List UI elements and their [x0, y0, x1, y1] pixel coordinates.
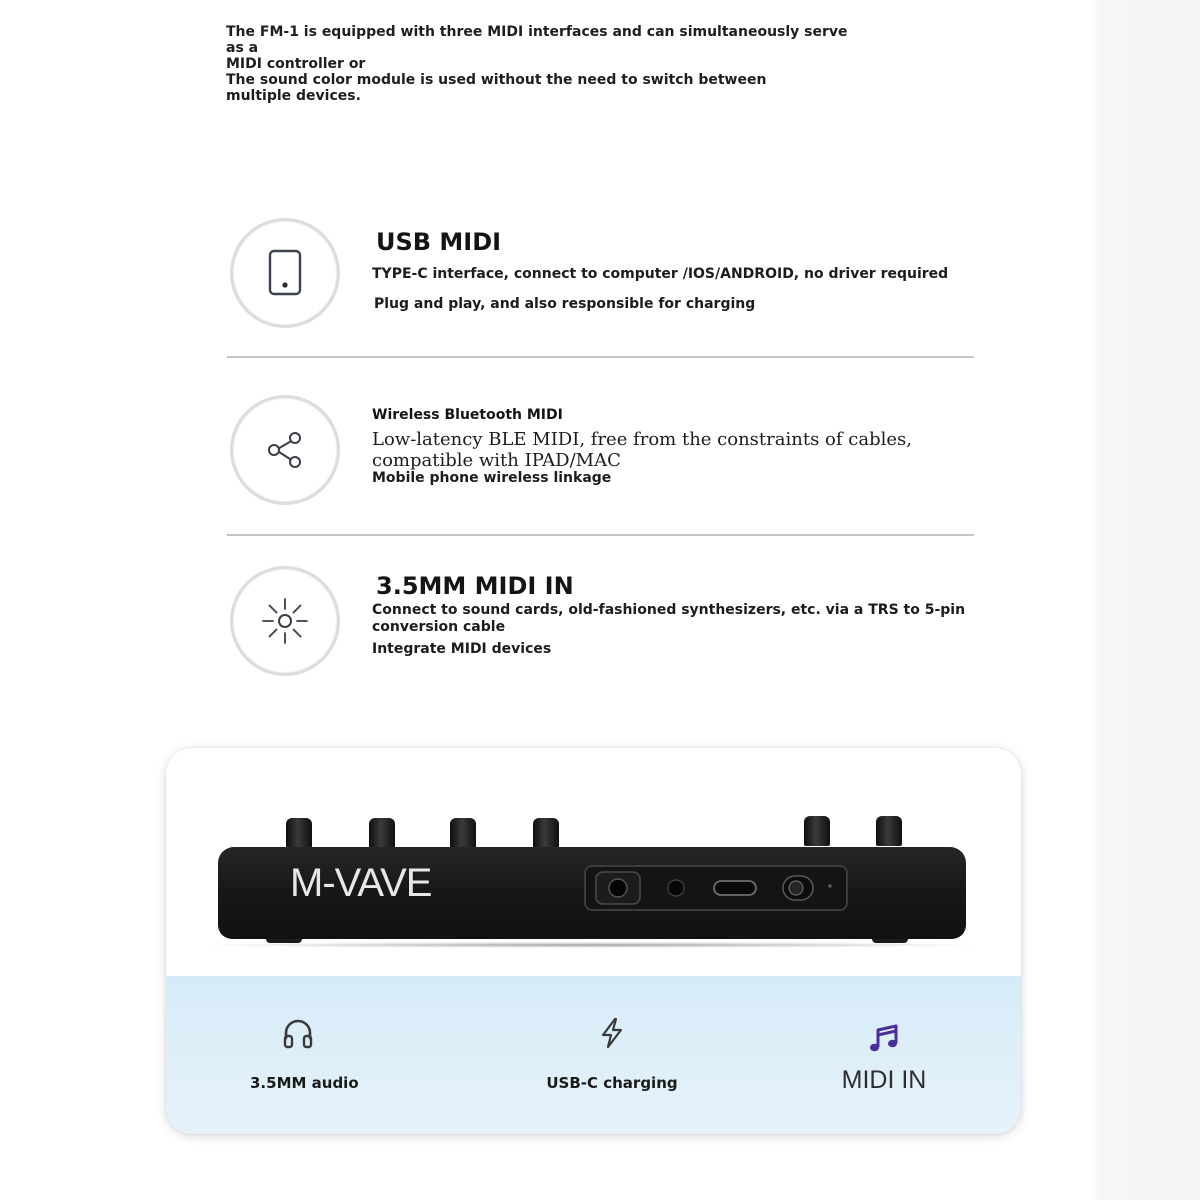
intro-text [226, 24, 866, 104]
feature-line: conversion cable [372, 619, 506, 635]
feature-usb-midi [226, 216, 974, 346]
lightning-icon [595, 1016, 629, 1050]
feature-line: Mobile phone wireless linkage [372, 470, 612, 486]
intro-line: multiple devices. [226, 88, 361, 104]
share-icon [263, 428, 307, 472]
divider [227, 356, 974, 358]
headphones-icon [281, 1016, 315, 1050]
feature-line: Connect to sound cards, old-fashioned synthesizers, etc. via a TRS to 5-pin [372, 602, 966, 618]
feature-title: Wireless Bluetooth MIDI [372, 407, 563, 423]
feature-bluetooth-midi [226, 393, 974, 523]
port-label: 3.5MM audio [250, 1074, 359, 1092]
port-label: USB-C charging [546, 1074, 678, 1092]
knob [804, 816, 830, 846]
port-3.5mm-audio [250, 1016, 359, 1092]
divider [227, 534, 974, 536]
intro-line: The sound color module is used without the need to switch between [226, 72, 767, 88]
intro-line: MIDI controller or [226, 56, 366, 72]
device-body [218, 847, 966, 939]
feature-line: compatible with IPAD/MAC [372, 450, 621, 471]
feature-line: Low-latency BLE MIDI, free from the constraints of cables, [372, 429, 912, 450]
device-shadow [196, 942, 986, 948]
feature-line: TYPE-C interface, connect to computer /IOS/ANDROID, no driver required [372, 266, 949, 282]
feature-icon-circle [230, 218, 340, 328]
knob [369, 818, 395, 848]
knob [533, 818, 559, 848]
feature-title: USB MIDI [376, 228, 502, 256]
knob [286, 818, 312, 848]
feature-icon-circle [230, 395, 340, 505]
feature-35mm-midi-in [226, 564, 974, 694]
feature-line: Integrate MIDI devices [372, 641, 552, 657]
music-note-icon [867, 1022, 901, 1056]
feature-line: Plug and play, and also responsible for charging [374, 296, 756, 312]
port-panel-graphic [586, 867, 846, 909]
knob [450, 818, 476, 848]
page-right-edge [1090, 0, 1200, 1200]
sun-icon [259, 595, 311, 647]
port-midi-in [834, 1022, 934, 1095]
port-usb-c-charging [546, 1016, 678, 1092]
smartphone-icon [265, 248, 305, 298]
feature-title: 3.5MM MIDI IN [376, 572, 574, 600]
port-panel [584, 865, 848, 911]
brand-logo: M-VAVE [290, 861, 432, 905]
feature-icon-circle [230, 566, 340, 676]
product-card [166, 748, 1021, 1134]
intro-line: The FM-1 is equipped with three MIDI interfaces and can simultaneously serve as a [226, 24, 848, 56]
knob [876, 816, 902, 846]
port-label: MIDI IN [841, 1066, 927, 1094]
